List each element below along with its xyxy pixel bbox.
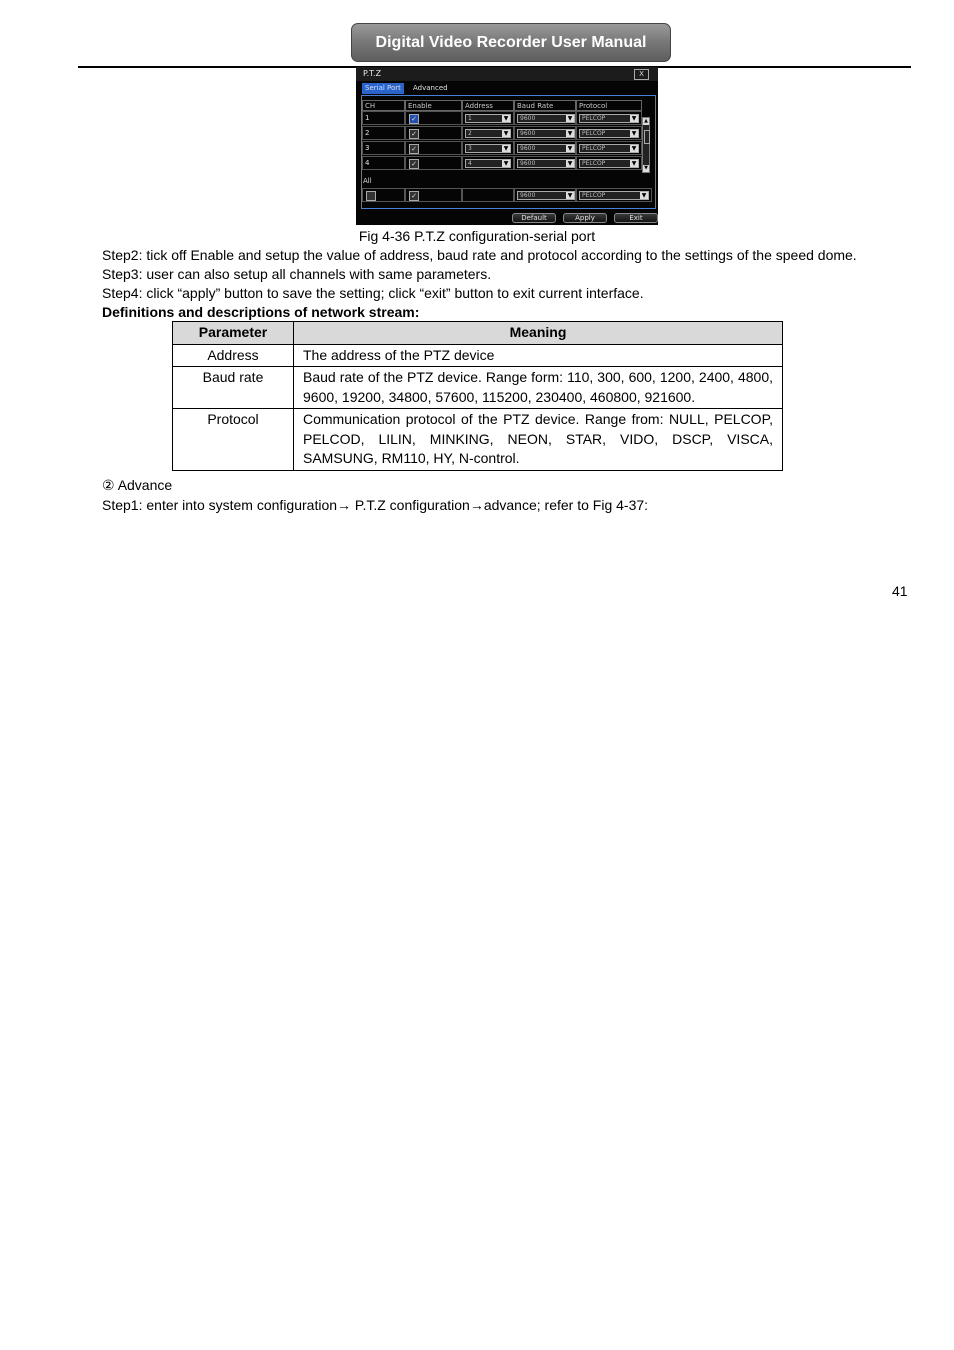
address-select[interactable] xyxy=(465,159,511,168)
chevron-down-icon: ▼ xyxy=(567,160,573,167)
protocol-cell xyxy=(576,126,642,140)
param-cell: Protocol xyxy=(173,409,294,471)
scroll-down-icon[interactable]: ▼ xyxy=(644,165,648,171)
enable-checkbox[interactable]: ✓ xyxy=(409,129,419,139)
scrollbar[interactable] xyxy=(642,117,650,173)
chevron-down-icon: ▼ xyxy=(631,115,637,122)
all-protocol-cell xyxy=(576,188,652,202)
all-enable-checkbox[interactable]: ✓ xyxy=(409,191,419,201)
chevron-down-icon: ▼ xyxy=(567,192,573,199)
table-row xyxy=(173,409,783,471)
baud-value: 9600 xyxy=(520,115,536,122)
dvr-titlebar xyxy=(356,67,658,81)
baud-cell xyxy=(514,141,576,155)
header-title: Digital Video Recorder User Manual xyxy=(351,23,671,62)
all-protocol-value: PELCOP xyxy=(582,192,606,199)
enable-cell xyxy=(405,111,462,125)
chevron-down-icon: ▼ xyxy=(503,130,509,137)
meaning-cell: The address of the PTZ device xyxy=(294,344,783,367)
close-icon[interactable]: X xyxy=(634,69,649,80)
ptz-screenshot xyxy=(356,67,658,225)
baud-value: 9600 xyxy=(520,160,536,167)
param-cell: Baud rate xyxy=(173,367,294,409)
scroll-thumb[interactable] xyxy=(644,130,650,144)
baud-cell xyxy=(514,111,576,125)
apply-button[interactable]: Apply xyxy=(563,213,607,223)
baud-select[interactable] xyxy=(517,114,575,123)
all-baud-select[interactable] xyxy=(517,191,575,200)
table-row xyxy=(173,344,783,367)
row-ch: 2 xyxy=(362,126,405,140)
enable-cell xyxy=(405,156,462,170)
table-row xyxy=(173,367,783,409)
param-cell: Address xyxy=(173,344,294,367)
row-ch: 1 xyxy=(362,111,405,125)
scroll-up-icon[interactable]: ▲ xyxy=(644,118,648,124)
address-select[interactable] xyxy=(465,114,511,123)
step3-text: Step3: user can also setup all channels with same parameters. xyxy=(102,266,492,282)
col-enable: Enable xyxy=(405,100,462,111)
chevron-down-icon: ▼ xyxy=(631,160,637,167)
all-ch-cell xyxy=(362,188,405,202)
chevron-down-icon: ▼ xyxy=(567,130,573,137)
col-address: Address xyxy=(462,100,514,111)
col-protocol: Protocol xyxy=(576,100,642,111)
all-baud-cell xyxy=(514,188,576,202)
table-header-row xyxy=(173,322,783,345)
step4-text: Step4: click “apply” button to save the setting; click “exit” button to exit current interface. xyxy=(102,285,644,301)
figure-caption: Fig 4-36 P.T.Z configuration-serial port xyxy=(358,228,596,244)
protocol-select[interactable] xyxy=(579,159,639,168)
chevron-down-icon: ▼ xyxy=(503,145,509,152)
baud-value: 9600 xyxy=(520,145,536,152)
address-cell xyxy=(462,141,514,155)
dvr-title: P.T.Z xyxy=(363,69,382,78)
protocol-cell xyxy=(576,141,642,155)
protocol-select[interactable] xyxy=(579,129,639,138)
address-cell xyxy=(462,126,514,140)
all-select-checkbox[interactable] xyxy=(366,191,376,201)
row-ch: 4 xyxy=(362,156,405,170)
protocol-value: PELCOP xyxy=(582,130,606,137)
advance-heading xyxy=(102,477,172,494)
protocol-value: PELCOP xyxy=(582,115,606,122)
baud-value: 9600 xyxy=(520,130,536,137)
chevron-down-icon: ▼ xyxy=(641,192,647,199)
chevron-down-icon: ▼ xyxy=(503,115,509,122)
address-select[interactable] xyxy=(465,129,511,138)
exit-button[interactable]: Exit xyxy=(614,213,658,223)
protocol-cell xyxy=(576,156,642,170)
protocol-cell xyxy=(576,111,642,125)
circled-two-icon: ② xyxy=(102,477,115,493)
chevron-down-icon: ▼ xyxy=(503,160,509,167)
chevron-down-icon: ▼ xyxy=(567,145,573,152)
row-ch: 3 xyxy=(362,141,405,155)
tab-advanced[interactable]: Advanced xyxy=(413,84,448,92)
all-label: All xyxy=(363,177,372,185)
all-address-cell xyxy=(462,188,514,202)
step1-text: Step1: enter into system configuration→ P.T.Z configuration→advance; refer to Fig 4-37: xyxy=(102,497,649,513)
default-button[interactable]: Default xyxy=(512,213,556,223)
header-meaning: Meaning xyxy=(294,322,783,345)
enable-checkbox[interactable]: ✓ xyxy=(409,144,419,154)
all-protocol-select[interactable] xyxy=(579,191,649,200)
protocol-value: PELCOP xyxy=(582,145,606,152)
page-number: 41 xyxy=(892,583,908,599)
step2-text: Step2: tick off Enable and setup the value of address, baud rate and protocol according to the settings of the speed dome. xyxy=(102,247,857,263)
chevron-down-icon: ▼ xyxy=(631,145,637,152)
protocol-value: PELCOP xyxy=(582,160,606,167)
enable-checkbox[interactable]: ✓ xyxy=(409,114,419,124)
baud-select[interactable] xyxy=(517,129,575,138)
col-ch: CH xyxy=(362,100,405,111)
address-select[interactable] xyxy=(465,144,511,153)
baud-select[interactable] xyxy=(517,159,575,168)
advance-label: Advance xyxy=(117,477,173,493)
all-baud-value: 9600 xyxy=(520,192,536,199)
enable-cell xyxy=(405,141,462,155)
baud-select[interactable] xyxy=(517,144,575,153)
protocol-select[interactable] xyxy=(579,144,639,153)
address-value: 3 xyxy=(468,145,472,152)
address-value: 2 xyxy=(468,130,472,137)
definitions-table xyxy=(172,321,783,471)
definitions-heading: Definitions and descriptions of network stream: xyxy=(102,304,420,320)
address-value: 1 xyxy=(468,115,472,122)
meaning-cell: Communication protocol of the PTZ device. Range from: NULL, PELCOP, PELCOD, LILIN, MINKING, NEON, STAR, VIDO, DSCP, VISCA, SAMSUNG, RM110, HY, N-control. xyxy=(294,409,783,471)
protocol-select[interactable] xyxy=(579,114,639,123)
enable-cell xyxy=(405,126,462,140)
tab-serial-port[interactable]: Serial Port xyxy=(362,83,404,94)
chevron-down-icon: ▼ xyxy=(567,115,573,122)
address-cell xyxy=(462,156,514,170)
meaning-cell: Baud rate of the PTZ device. Range form: 110, 300, 600, 1200, 2400, 4800, 9600, 19200, 34800, 57600, 115200, 230400, 460800, 921600. xyxy=(294,367,783,409)
header-parameter: Parameter xyxy=(173,322,294,345)
baud-cell xyxy=(514,156,576,170)
col-baud-rate: Baud Rate xyxy=(514,100,576,111)
ptz-grid xyxy=(362,100,652,210)
address-cell xyxy=(462,111,514,125)
all-enable-cell xyxy=(405,188,462,202)
baud-cell xyxy=(514,126,576,140)
enable-checkbox[interactable]: ✓ xyxy=(409,159,419,169)
address-value: 4 xyxy=(468,160,472,167)
chevron-down-icon: ▼ xyxy=(631,130,637,137)
